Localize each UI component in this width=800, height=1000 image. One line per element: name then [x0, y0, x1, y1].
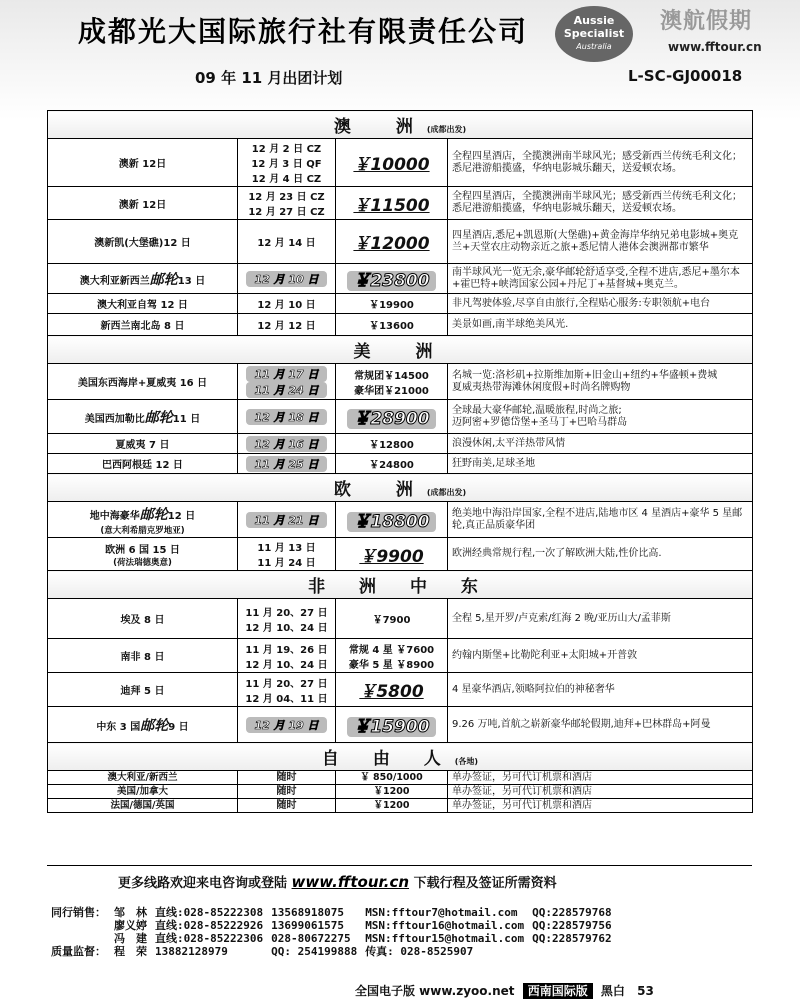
color-label: 黑白 — [600, 984, 625, 998]
price: ￥9900 — [359, 546, 424, 567]
departure-date: 11 月 24 日 — [246, 382, 326, 398]
route-cell — [48, 364, 238, 400]
departure-date-cell — [238, 502, 336, 538]
route-name: 巴西阿根廷 12 日 — [102, 460, 183, 471]
description-cell — [448, 707, 753, 743]
departure-date-cell — [238, 434, 336, 454]
route-days: 9 日 — [168, 721, 189, 733]
visa-note: 单办签证，另可代订机票和酒店 — [448, 785, 753, 799]
section-note: (成都出发) — [426, 125, 467, 134]
description-cell — [448, 502, 753, 538]
contact-msn[interactable]: MSN:fftour16@hotmail.com — [365, 919, 525, 932]
plan-title: 09 年 11 月出团计划 — [195, 69, 343, 87]
contact-line[interactable]: 直线:028-85222306 — [155, 932, 264, 945]
route-cell — [48, 538, 238, 571]
description: 四星酒店,悉尼+凯恩斯(大堡礁)+黄金海岸华纳兄弟电影城+奥克兰+天堂农庄动物亲近之旅+悉尼情人港体会澳洲都市繁华 — [452, 229, 739, 253]
section-header-africa-middle-east — [48, 571, 753, 599]
description: 非凡驾驶体验,尽享自由旅行,全程贴心服务:专职领航+电台 — [452, 297, 711, 309]
description-cell — [448, 364, 753, 400]
qc-fax[interactable]: 传真: 028-8525907 — [365, 945, 474, 958]
description: 绝美地中海沿岸国家,全程不进店,陆地市区 4 星酒店+豪华 5 星邮轮,真正品质豪华团 — [452, 507, 743, 531]
section-header-australia — [48, 111, 753, 139]
price-cell — [336, 639, 448, 673]
departure-date: 12 月 14 日 — [257, 238, 316, 249]
tour-row[interactable] — [48, 294, 753, 314]
description-cell — [448, 434, 753, 454]
cruise-label: 邮轮 — [149, 271, 178, 288]
route-sub: (意大利希腊克罗地亚) — [100, 525, 185, 536]
description-cell — [448, 454, 753, 474]
section-title-cell — [48, 474, 753, 502]
departure-date: 11 月 24 日 — [257, 558, 316, 569]
description: 约翰内斯堡+比勒陀利亚+太阳城+开普敦 — [452, 649, 638, 661]
visa-row[interactable] — [48, 771, 753, 785]
brand-logo-text: 澳航假期 — [660, 9, 753, 34]
quality-row — [47, 945, 616, 958]
anytime: 随时 — [238, 771, 336, 785]
route-name: 澳大利亚新西兰 — [79, 275, 150, 287]
departure-date: 12 月 27 日 CZ — [248, 207, 325, 218]
departure-date: 12 月 10 日 — [257, 300, 316, 311]
more-info-line — [118, 872, 557, 891]
visa-row[interactable] — [48, 799, 753, 813]
qc-phone[interactable]: 13882128979 — [155, 945, 228, 958]
tour-row[interactable] — [48, 454, 753, 474]
description: 4 星豪华酒店,领略阿拉伯的神秘奢华 — [452, 683, 615, 695]
divider — [47, 865, 752, 866]
contact-mobile[interactable]: 13699061575 — [271, 919, 344, 932]
route-name: 美国西加勒比 — [84, 413, 145, 425]
price-cell — [336, 707, 448, 743]
tour-row[interactable] — [48, 139, 753, 187]
more-info-text-2: 下载行程及签证所需资料 — [413, 876, 557, 891]
route-days: 11 日 — [172, 413, 201, 425]
tour-row[interactable] — [48, 599, 753, 639]
route-name: 中东 3 国 — [96, 721, 141, 733]
departure-date: 11 月 20、27 日 — [245, 607, 328, 619]
contact-mobile[interactable]: 13568918075 — [271, 906, 344, 919]
price: ￥5800 — [359, 682, 424, 702]
route-cell — [48, 639, 238, 673]
visa-row[interactable] — [48, 785, 753, 799]
price: 常规 4 星 ￥7600 — [348, 644, 435, 656]
section-title: 澳 洲 — [333, 117, 427, 137]
page-number: 53 — [637, 984, 654, 998]
description: 名城一览:洛杉矶+拉斯维加斯+旧金山+纽约+华盛顿+费城 — [452, 369, 718, 381]
departure-date-cell — [238, 538, 336, 571]
departure-date-cell — [238, 220, 336, 264]
description: 南半球风光一览无余,豪华邮轮舒适享受,全程不进店,悉尼+墨尔本+霍巴特+峡湾国家公园+丹尼丁+基督城+奥克兰。 — [452, 266, 740, 290]
description-cell — [448, 264, 753, 294]
description-cell — [448, 220, 753, 264]
contact-qq[interactable]: QQ:228579756 — [532, 919, 612, 932]
visa-price: ￥1200 — [336, 799, 448, 813]
departure-date: 12 月 04、11 日 — [245, 693, 328, 705]
tour-row[interactable] — [48, 502, 753, 538]
more-info-text: 更多线路欢迎来电咨询或登陆 — [118, 876, 288, 891]
price: ￥13600 — [369, 321, 414, 332]
description: 全程 5,星开罗/卢克索/红海 2 晚/亚历山大/孟菲斯 — [452, 612, 671, 624]
price-cell — [336, 220, 448, 264]
destination: 美国/加拿大 — [48, 785, 238, 799]
qc-qq[interactable]: QQ: 254199888 — [271, 945, 358, 958]
route-name: 澳新凯(大堡礁)12 日 — [94, 238, 191, 249]
route-days: 12 日 — [167, 510, 196, 522]
section-title-cell — [48, 336, 753, 364]
section-title-cell — [48, 571, 753, 599]
route-cell — [48, 673, 238, 707]
section-title-cell — [48, 743, 753, 771]
departure-date-cell — [238, 707, 336, 743]
edition-site: 全国电子版 www.zyoo.net — [355, 984, 515, 998]
price-cell — [336, 599, 448, 639]
route-cell — [48, 502, 238, 538]
price-cell — [336, 454, 448, 474]
price: ￥15900 — [347, 717, 435, 737]
section-note: (成都出发) — [426, 488, 467, 497]
price: 常规团￥14500 — [354, 370, 429, 382]
departure-date-cell — [238, 264, 336, 294]
section-title-cell — [48, 111, 753, 139]
aussie-specialist-badge — [555, 6, 633, 62]
description-cell — [448, 400, 753, 434]
badge-line1: Aussie — [573, 14, 615, 27]
contact-line[interactable]: 直线:028-85222308 — [155, 906, 264, 919]
contacts-table — [47, 906, 616, 958]
spacer — [528, 945, 615, 958]
departure-date: 12 月 10、24 日 — [245, 659, 328, 671]
departure-date: 12 月 4 日 CZ — [251, 174, 322, 185]
route-cell — [48, 454, 238, 474]
section-header-europe — [48, 474, 753, 502]
departure-date-cell — [238, 639, 336, 673]
route-name: 澳大利亚自驾 12 日 — [97, 300, 188, 311]
route-name: 澳新 12日 — [118, 159, 167, 170]
departure-date: 12 月 19 日 — [246, 717, 326, 733]
contact-label — [47, 932, 110, 945]
price: ￥24800 — [369, 460, 414, 471]
contact-msn[interactable]: MSN:fftour7@hotmail.com — [365, 906, 518, 919]
contact-name: 邹 林 — [114, 906, 147, 919]
tour-row[interactable] — [48, 220, 753, 264]
price: ￥12800 — [369, 440, 414, 451]
route-name: 迪拜 5 日 — [120, 686, 165, 697]
tour-row[interactable] — [48, 434, 753, 454]
plan-code: L-SC-GJ00018 — [628, 67, 743, 85]
departure-date-cell — [238, 599, 336, 639]
description-cell — [448, 639, 753, 673]
price: 豪华 5 星 ￥8900 — [348, 659, 435, 671]
badge-sub: Australia — [576, 42, 612, 51]
description: 浪漫休闲,太平洋热带风情 — [452, 437, 566, 449]
departure-date: 11 月 21 日 — [246, 512, 326, 528]
departure-date: 12 月 3 日 QF — [251, 159, 322, 170]
price: ￥11500 — [353, 195, 430, 216]
price-cell — [336, 400, 448, 434]
departure-date: 11 月 13 日 — [257, 543, 316, 554]
tour-row[interactable] — [48, 314, 753, 336]
price-cell — [336, 294, 448, 314]
section-title: 欧 洲 — [333, 480, 427, 500]
price-cell — [336, 434, 448, 454]
route-name: 埃及 8 日 — [120, 615, 165, 626]
description: 全球最大豪华邮轮,温暖旅程,时尚之旅; — [452, 404, 622, 416]
description: 欧洲经典常规行程,一次了解欧洲大陆,性价比高. — [452, 548, 662, 559]
departure-date-cell — [238, 364, 336, 400]
company-name: 成都光大国际旅行社有限责任公司 — [78, 15, 529, 48]
departure-date: 12 月 2 日 CZ — [251, 144, 322, 155]
anytime: 随时 — [238, 799, 336, 813]
contact-row — [47, 919, 616, 932]
price-cell — [336, 502, 448, 538]
departure-date: 11 月 20、27 日 — [245, 678, 328, 690]
description-cell — [448, 673, 753, 707]
tour-row[interactable] — [48, 187, 753, 220]
tour-row[interactable] — [48, 364, 753, 400]
description: 迈阿密+罗德岱堡+圣马丁+巴哈马群岛 — [452, 416, 628, 428]
contact-label — [47, 919, 110, 932]
departure-date: 12 月 12 日 — [257, 321, 316, 332]
visa-price: ￥ 850/1000 — [336, 771, 448, 785]
badge-line2: Specialist — [563, 27, 625, 40]
section-title: 自 由 人 — [321, 749, 455, 769]
tour-row[interactable] — [48, 707, 753, 743]
price: ￥10000 — [353, 155, 430, 175]
route-cell — [48, 187, 238, 220]
contact-msn[interactable]: MSN:fftour15@hotmail.com — [365, 932, 525, 945]
description-cell — [448, 187, 753, 220]
price: ￥28900 — [347, 409, 435, 429]
visa-note: 单办签证，另可代订机票和酒店 — [448, 799, 753, 813]
route-name: 澳新 12日 — [118, 199, 167, 211]
price-cell — [336, 264, 448, 294]
price: ￥18800 — [347, 512, 435, 532]
edition-badge: 西南国际版 — [523, 983, 593, 999]
contact-name: 冯 建 — [114, 932, 147, 945]
route-cell — [48, 294, 238, 314]
tour-row[interactable] — [48, 264, 753, 294]
route-name: 地中海豪华 — [89, 510, 140, 522]
price-cell — [336, 187, 448, 220]
price-cell — [336, 364, 448, 400]
visa-price: ￥1200 — [336, 785, 448, 799]
tour-row[interactable] — [48, 639, 753, 673]
description: 美景如画,南半球绝美风光. — [452, 318, 569, 330]
departure-date-cell — [238, 139, 336, 187]
qc-label: 质量监督： — [51, 945, 106, 958]
price: ￥23800 — [347, 271, 435, 291]
route-cell — [48, 314, 238, 336]
description: 夏威夷热带海滩休闲度假+时尚名牌购物 — [452, 381, 631, 393]
tour-row[interactable] — [48, 673, 753, 707]
description: 9.26 万吨,首航之崭新豪华邮轮假期,迪拜+巴林群岛+阿曼 — [452, 718, 711, 730]
description: 狂野南美,足球圣地 — [452, 457, 536, 469]
departure-date-cell — [238, 187, 336, 220]
contact-row — [47, 932, 616, 945]
section-title: 美 洲 — [353, 342, 447, 362]
section-header-independent — [48, 743, 753, 771]
route-sub: (荷法瑞德奥意) — [113, 557, 172, 568]
section-note: (各地) — [454, 757, 479, 766]
brand-url[interactable]: www.fftour.cn — [668, 40, 762, 54]
departure-date: 12 月 23 日 CZ — [248, 192, 325, 203]
departure-date-cell — [238, 673, 336, 707]
description: 全程四星酒店，全揽澳洲南半球风光；感受新西兰传统毛利文化；悉尼港游船揽盛，华纳电影城乐翻天，送爱顿农场。 — [452, 150, 742, 174]
route-cell — [48, 264, 238, 294]
section-title: 非 洲 中 东 — [308, 577, 492, 597]
price: ￥12000 — [353, 234, 430, 254]
route-cell — [48, 220, 238, 264]
price: ￥7900 — [372, 615, 411, 626]
departure-date: 12 月 10 日 — [246, 271, 326, 287]
description-cell — [448, 294, 753, 314]
departure-date: 11 月 19、26 日 — [245, 644, 328, 656]
departure-date: 12 月 10、24 日 — [245, 622, 328, 634]
contact-label: 同行销售： — [51, 906, 106, 919]
description-cell — [448, 139, 753, 187]
route-cell — [48, 139, 238, 187]
route-cell — [48, 434, 238, 454]
departure-date: 12 月 16 日 — [246, 436, 326, 452]
route-cell — [48, 707, 238, 743]
destination: 法国/德国/英国 — [48, 799, 238, 813]
route-cell — [48, 599, 238, 639]
route-cell — [48, 400, 238, 434]
contact-line[interactable]: 直线:028-85222926 — [155, 919, 264, 932]
cruise-label: 邮轮 — [144, 409, 173, 426]
section-header-america — [48, 336, 753, 364]
departure-date-cell — [238, 314, 336, 336]
price-cell — [336, 673, 448, 707]
description: 全程四星酒店，全揽澳洲南半球风光；感受新西兰传统毛利文化；悉尼港游船揽盛，华纳电影城乐翻天，送爱顿农场。 — [452, 191, 742, 214]
anytime: 随时 — [238, 785, 336, 799]
destination: 澳大利亚/新西兰 — [48, 771, 238, 785]
tour-row[interactable] — [48, 400, 753, 434]
cruise-label: 邮轮 — [139, 506, 168, 523]
departure-date-cell — [238, 400, 336, 434]
departure-date: 11 月 25 日 — [246, 456, 326, 472]
edition-bar — [355, 982, 654, 999]
description-cell — [448, 538, 753, 571]
description-cell — [448, 599, 753, 639]
departure-date: 11 月 17 日 — [246, 366, 326, 382]
route-days: 13 日 — [177, 275, 206, 287]
qc-name: 程 荣 — [114, 945, 147, 958]
price-cell — [336, 139, 448, 187]
visa-note: 单办签证，另可代订机票和酒店 — [448, 771, 753, 785]
departure-date-cell — [238, 294, 336, 314]
route-name: 美国东西海岸+夏威夷 16 日 — [77, 378, 208, 389]
contact-name: 廖义婷 — [114, 919, 147, 932]
route-name: 南非 8 日 — [120, 652, 165, 663]
contact-mobile[interactable]: 028-80672275 — [271, 932, 351, 945]
price-cell — [336, 314, 448, 336]
route-name: 新西兰南北岛 8 日 — [100, 321, 185, 332]
contact-qq[interactable]: QQ:228579768 — [532, 906, 612, 919]
description-cell — [448, 314, 753, 336]
cruise-label: 邮轮 — [140, 717, 169, 734]
tour-schedule-table — [47, 110, 753, 813]
route-name: 欧洲 6 国 15 日 — [105, 544, 180, 556]
website-link[interactable]: www.fftour.cn — [291, 873, 410, 891]
price-cell — [336, 538, 448, 571]
departure-date: 12 月 18 日 — [246, 409, 326, 425]
departure-date-cell — [238, 454, 336, 474]
price: 豪华团￥21000 — [354, 385, 429, 397]
tour-row[interactable] — [48, 538, 753, 571]
price: ￥19900 — [369, 300, 414, 311]
route-name: 夏威夷 7 日 — [115, 440, 170, 451]
contact-row — [47, 906, 616, 919]
contact-qq[interactable]: QQ:228579762 — [532, 932, 612, 945]
